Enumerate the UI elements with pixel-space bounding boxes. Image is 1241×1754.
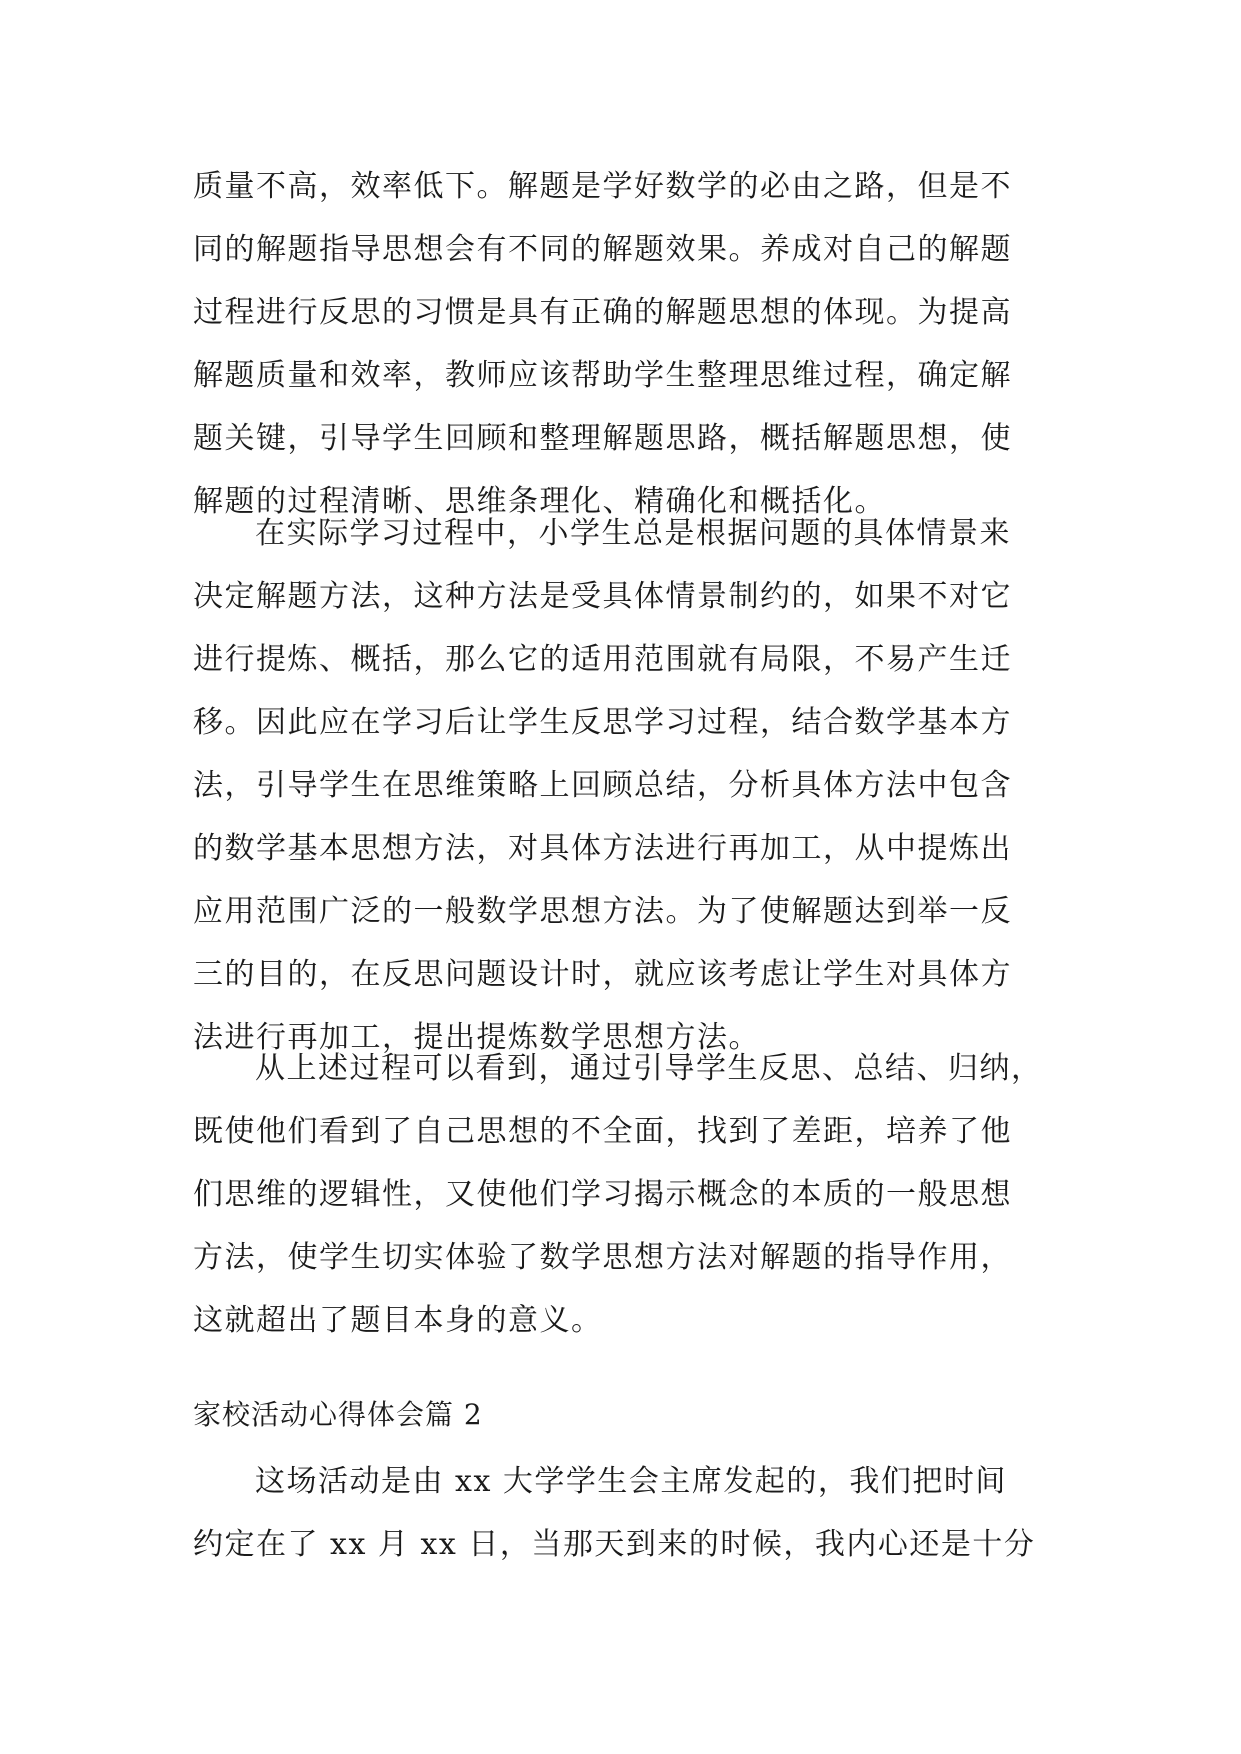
paragraph-line: 法，引导学生在思维策略上回顾总结，分析具体方法中包含 — [193, 768, 1012, 803]
paragraph-line: 同的解题指导思想会有不同的解题效果。养成对自己的解题 — [193, 232, 1012, 267]
paragraph-line: 进行提炼、概括，那么它的适用范围就有局限，不易产生迁 — [193, 642, 1012, 677]
paragraph-line: 应用范围广泛的一般数学思想方法。为了使解题达到举一反 — [193, 894, 1012, 929]
paragraph-line: 既使他们看到了自己思想的不全面，找到了差距，培养了他 — [193, 1114, 1012, 1149]
paragraph-line: 的数学基本思想方法，对具体方法进行再加工，从中提炼出 — [193, 831, 1012, 866]
paragraph-1 — [193, 155, 1073, 533]
paragraph-line: 在实际学习过程中，小学生总是根据问题的具体情景来 — [255, 516, 1011, 551]
section-heading: 家校活动心得体会篇 2 — [193, 1398, 483, 1431]
paragraph-3 — [193, 1037, 1073, 1352]
paragraph-line: 从上述过程可以看到，通过引导学生反思、总结、归纳， — [255, 1051, 1043, 1086]
paragraph-line: 这就超出了题目本身的意义。 — [193, 1303, 603, 1338]
paragraph-line: 移。因此应在学习后让学生反思学习过程，结合数学基本方 — [193, 705, 1012, 740]
paragraph-line: 解题质量和效率，教师应该帮助学生整理思维过程，确定解 — [193, 358, 1012, 393]
paragraph-line: 题关键，引导学生回顾和整理解题思路，概括解题思想，使 — [193, 421, 1012, 456]
paragraph-line: 决定解题方法，这种方法是受具体情景制约的，如果不对它 — [193, 579, 1012, 614]
paragraph-line: 方法，使学生切实体验了数学思想方法对解题的指导作用， — [193, 1240, 1012, 1275]
section-paragraph — [193, 1450, 1073, 1576]
paragraph-line: 三的目的，在反思问题设计时，就应该考虑让学生对具体方 — [193, 957, 1012, 992]
paragraph-line: 这场活动是由 xx 大学学生会主席发起的，我们把时间 — [255, 1464, 1007, 1499]
section-heading-block — [193, 1385, 1073, 1445]
paragraph-line: 们思维的逻辑性，又使他们学习揭示概念的本质的一般思想 — [193, 1177, 1012, 1212]
paragraph-line: 法进行再加工，提出提炼数学思想方法。 — [193, 1020, 760, 1055]
paragraph-2 — [193, 502, 1073, 1069]
paragraph-line: 解题的过程清晰、思维条理化、精确化和概括化。 — [193, 484, 886, 519]
paragraph-line: 约定在了 xx 月 xx 日，当那天到来的时候，我内心还是十分 — [193, 1527, 1036, 1562]
paragraph-line: 过程进行反思的习惯是具有正确的解题思想的体现。为提高 — [193, 295, 1012, 330]
paragraph-line: 质量不高，效率低下。解题是学好数学的必由之路，但是不 — [193, 169, 1012, 204]
